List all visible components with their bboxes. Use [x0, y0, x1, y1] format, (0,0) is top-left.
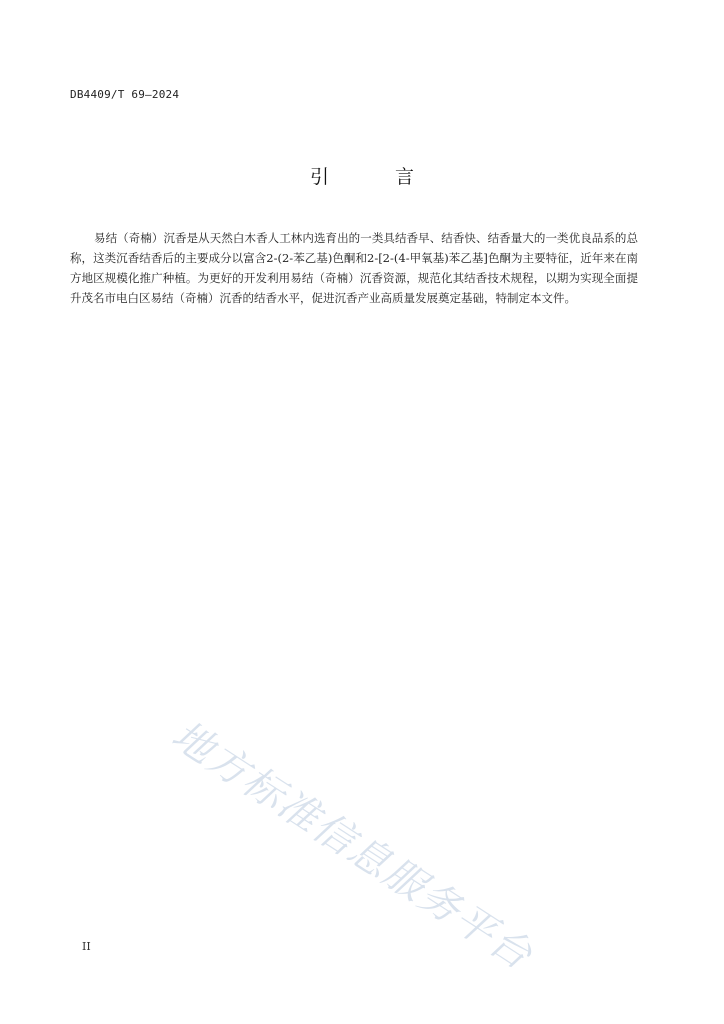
section-title: 引 言 [309, 166, 445, 188]
standard-code: DB4409/T 69—2024 [70, 88, 180, 101]
watermark: 地方标准信息服务平台 [163, 712, 541, 980]
introduction-paragraph: 易结（奇楠）沉香是从天然白木香人工林内选育出的一类具结香早、结香快、结香量大的一类优良品系的总称，这类沉香结香后的主要成分以富含2-(2-苯乙基)色酮和2-[2-(4-甲氧基)苯乙基]色酮为主要特征，近年来在南方地区规模化推广种植。为更好的开发利用易结（奇楠）沉香资源，规范化其结香技术规程，以期为实现全面提升茂名市电白区易结（奇楠）沉香的结香水平，促进沉香产业高质量发展奠定基础，特制定本文件。 [70, 231, 638, 305]
page-number: II [82, 940, 91, 953]
